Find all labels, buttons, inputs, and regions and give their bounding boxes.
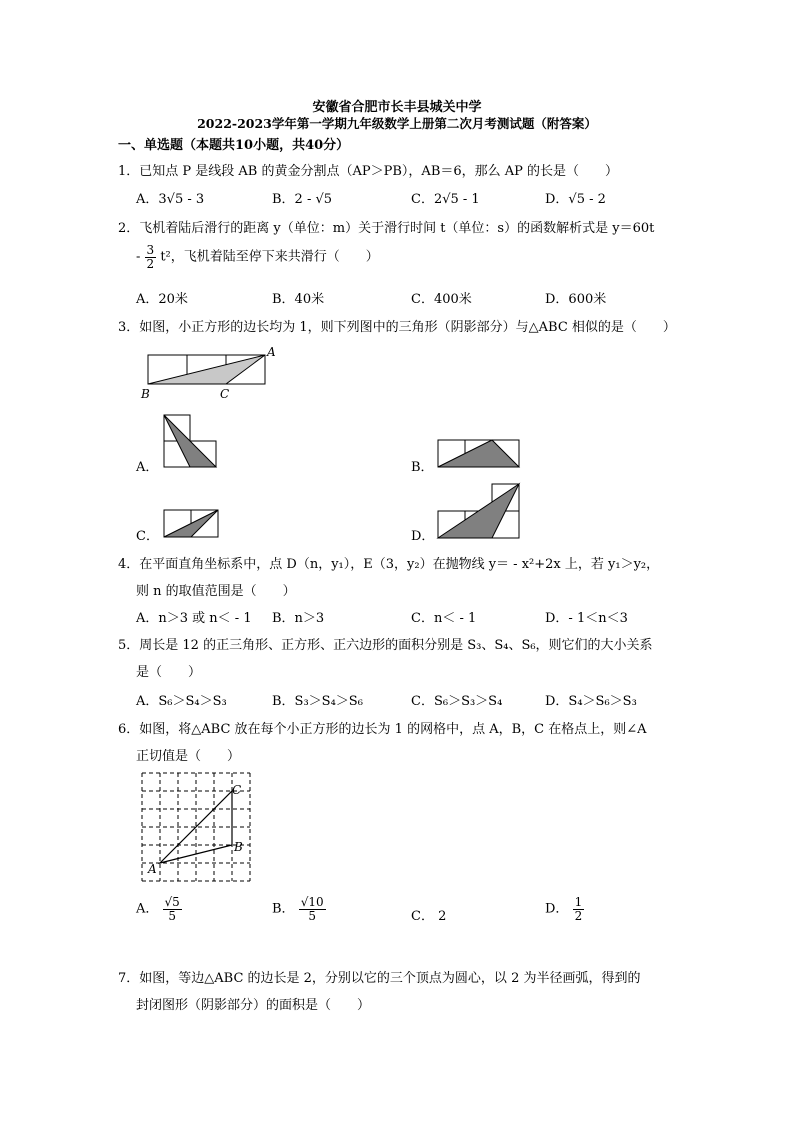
q3-option-d-letter: D． — [411, 529, 435, 544]
q6-option-a-den: 5 — [168, 908, 176, 923]
q6-option-a-fraction — [163, 896, 182, 922]
q1-option-a: A．3√5 - 3 — [136, 192, 205, 207]
q2-option-c: C．400米 — [411, 292, 472, 307]
q3-option-c-letter: C． — [136, 529, 159, 544]
q6-option-c-value: 2 — [438, 909, 447, 924]
q2-option-b: B．40米 — [272, 292, 325, 307]
q3-reference-figure — [140, 342, 285, 402]
q5-option-d: D．S₄＞S₆＞S₃ — [545, 694, 637, 709]
q4-text-cont: 则 n 的取值范围是（ ） — [136, 584, 296, 599]
q2-text-cont — [136, 244, 379, 270]
q1-text: 1．已知点 P 是线段 AB 的黄金分割点（AP＞PB），AB＝6，那么 AP 的长是（ ） — [118, 164, 619, 179]
q2-frac-den: 2 — [146, 256, 155, 271]
q3-option-c-figure — [162, 508, 220, 540]
q6-option-d — [545, 896, 584, 922]
q5-option-b: B．S₃＞S₄＞S₆ — [272, 694, 363, 709]
q3-triangle-abc — [148, 355, 265, 384]
q6-option-b-letter: B． — [272, 901, 295, 917]
q5-option-a: A．S₆＞S₄＞S₃ — [136, 694, 227, 709]
q6-option-a — [136, 896, 182, 922]
q3-text: 3．如图，小正方形的边长均为 1，则下列图中的三角形（阴影部分）与△ABC 相似的是（ ） — [118, 320, 676, 335]
q7-text: 7．如图，等边△ABC 的边长是 2，分别以它的三个顶点为圆心，以 2 为半径画弧，得到的 — [118, 971, 641, 986]
section-heading: 一、单选题（本题共10小题，共40分） — [118, 138, 350, 153]
q4-option-c: C．n＜ - 1 — [411, 611, 477, 626]
q3-label-b: B — [141, 387, 150, 401]
q3-option-a-letter: A． — [136, 460, 159, 475]
q6-grid-figure — [136, 768, 261, 888]
q6-option-a-letter: A． — [136, 901, 159, 917]
exam-title: 2022-2023学年第一学期九年级数学上册第二次月考测试题（附答案） — [197, 116, 597, 131]
q6-text-cont: 正切值是（ ） — [136, 749, 241, 764]
q6-option-d-den: 2 — [574, 908, 583, 923]
q3-option-b-figure — [436, 438, 521, 470]
q2-minus: - — [136, 249, 141, 265]
q6-option-d-letter: D． — [545, 901, 569, 917]
q6-option-a-num: √5 — [164, 895, 180, 909]
q3-label-a: A — [267, 345, 276, 359]
q4-option-d: D．- 1＜n＜3 — [545, 611, 628, 626]
q5-text: 5．周长是 12 的正三角形、正方形、正六边形的面积分别是 S₃、S₄、S₆，则它们的大小关系 — [118, 638, 653, 653]
q6-text: 6．如图，将△ABC 放在每个小正方形的边长为 1 的网格中，点 A，B，C 在格点上，则∠A — [118, 722, 647, 737]
q2-fraction — [145, 244, 157, 270]
q6-option-b — [272, 896, 326, 922]
q4-option-a: A．n＞3 或 n＜ - 1 — [136, 611, 252, 626]
q4-option-b: B．n＞3 — [272, 611, 325, 626]
q5-option-c: C．S₆＞S₃＞S₄ — [411, 694, 503, 709]
q6-option-d-num: 1 — [574, 895, 583, 909]
q3-label-c: C — [220, 387, 230, 401]
q6-option-c-letter: C． — [411, 909, 434, 924]
q6-option-d-fraction — [573, 896, 585, 922]
q3-option-a-figure — [162, 415, 222, 470]
q2-text: 2．飞机着陆后滑行的距离 y（单位：m）关于滑行时间 t（单位：s）的函数解析式是 y＝60t — [118, 221, 655, 236]
school-title: 安徽省合肥市长丰县城关中学 — [312, 100, 482, 115]
q6-label-a: A — [148, 862, 157, 876]
q4-text: 4．在平面直角坐标系中，点 D（n，y₁），E（3，y₂）在抛物线 y＝ - x²+2x 上，若 y₁＞y₂， — [118, 557, 660, 572]
q2-cont-suffix: t²，飞机着陆至停下来共滑行（ ） — [160, 249, 379, 265]
q6-option-b-fraction — [299, 896, 326, 922]
q6-label-b: B — [234, 840, 243, 854]
q6-option-b-den: 5 — [308, 908, 316, 923]
q3-option-d-figure — [436, 482, 521, 540]
q5-text-cont: 是（ ） — [136, 665, 202, 680]
q6-option-c — [411, 905, 446, 924]
q7-text-cont: 封闭图形（阴影部分）的面积是（ ） — [136, 998, 371, 1013]
q1-option-c: C．2√5 - 1 — [411, 192, 480, 207]
q1-option-d: D．√5 - 2 — [545, 192, 606, 207]
q3-option-b-letter: B． — [411, 460, 434, 475]
q1-option-b: B．2 - √5 — [272, 192, 333, 207]
q6-option-b-num: √10 — [300, 895, 324, 909]
q2-frac-num: 3 — [146, 243, 155, 257]
q2-option-a: A．20米 — [136, 292, 188, 307]
q2-option-d: D．600米 — [545, 292, 607, 307]
q6-label-c: C — [232, 783, 242, 797]
